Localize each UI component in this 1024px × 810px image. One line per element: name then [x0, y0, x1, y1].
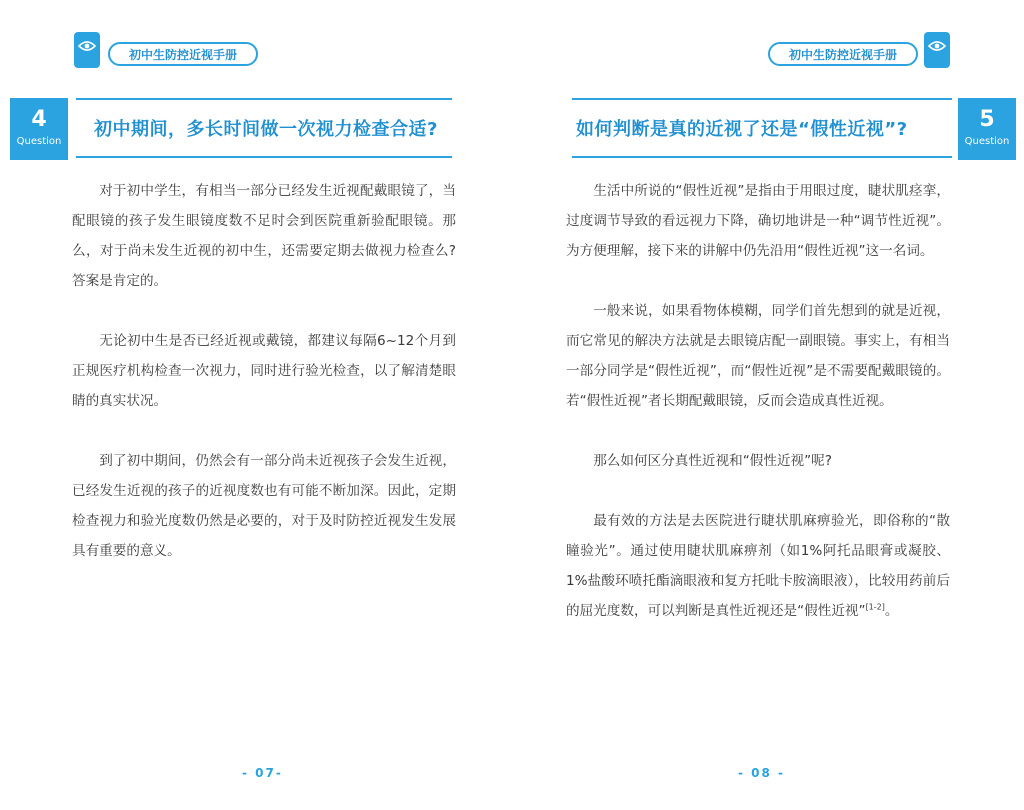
question-number: 5 — [979, 107, 995, 132]
question-label: Question — [16, 136, 62, 147]
paragraph-text: 最有效的方法是去医院进行睫状肌麻痹验光，即俗称的“散瞳验光”。通过使用睫状肌麻痹剂（如1%阿托品眼膏或凝胶、1%盐酸环喷托酯滴眼液和复方托吡卡胺滴眼液），比较用药前后的屈光度数，可以判断是真性近视还是“假性近视” — [566, 513, 950, 619]
eye-icon — [924, 32, 950, 68]
question-label: Question — [964, 136, 1010, 147]
header-title: 初中生防控近视手册 — [108, 42, 258, 66]
question-tab — [10, 98, 68, 160]
body-text — [72, 176, 456, 566]
question-tab — [958, 98, 1016, 160]
header-title: 初中生防控近视手册 — [768, 42, 918, 66]
question-title-band — [572, 98, 952, 158]
question-number: 4 — [31, 107, 47, 132]
paragraph: 到了初中期间，仍然会有一部分尚未近视孩子会发生近视，已经发生近视的孩子的近视度数也有可能不断加深。因此，定期检查视力和验光度数仍然是必要的，对于及时防控近视发生发展具有重要的意义。 — [72, 453, 456, 559]
body-text — [566, 176, 950, 626]
paragraph: 无论初中生是否已经近视或戴镜，都建议每隔6~12个月到正规医疗机构检查一次视力，同时进行验光检查，以了解清楚眼睛的真实状况。 — [72, 333, 456, 409]
header-badge — [74, 32, 264, 68]
paragraph: 一般来说，如果看物体模糊，同学们首先想到的就是近视，而它常见的解决方法就是去眼镜店配一副眼镜。事实上，有相当一部分同学是“假性近视”，而“假性近视”是不需要配戴眼镜的。若“假性近视”者长期配戴眼镜，反而会造成真性近视。 — [566, 303, 950, 409]
page-number: - 08 - — [738, 766, 786, 780]
header-badge — [760, 32, 950, 68]
question-title: 初中期间，多长时间做一次视力检查合适? — [94, 119, 438, 140]
page-number: - 07- — [242, 766, 283, 780]
question-title: 如何判断是真的近视了还是“假性近视”? — [576, 119, 908, 140]
paragraph: 那么如何区分真性近视和“假性近视”呢? — [593, 453, 832, 469]
eye-icon — [74, 32, 100, 68]
citation: [1-2] — [865, 602, 885, 612]
paragraph: 生活中所说的“假性近视”是指由于用眼过度，睫状肌痉挛，过度调节导致的看远视力下降，确切地讲是一种“调节性近视”。为方便理解，接下来的讲解中仍先沿用“假性近视”这一名词。 — [566, 183, 950, 259]
paragraph: 对于初中学生，有相当一部分已经发生近视配戴眼镜了，当配眼镜的孩子发生眼镜度数不足时会到医院重新验配眼镜。那么，对于尚未发生近视的初中生，还需要定期去做视力检查么? 答案是肯定的。 — [72, 183, 456, 289]
question-title-band — [76, 98, 452, 158]
paragraph-end: 。 — [884, 603, 899, 619]
paragraph — [566, 506, 950, 626]
